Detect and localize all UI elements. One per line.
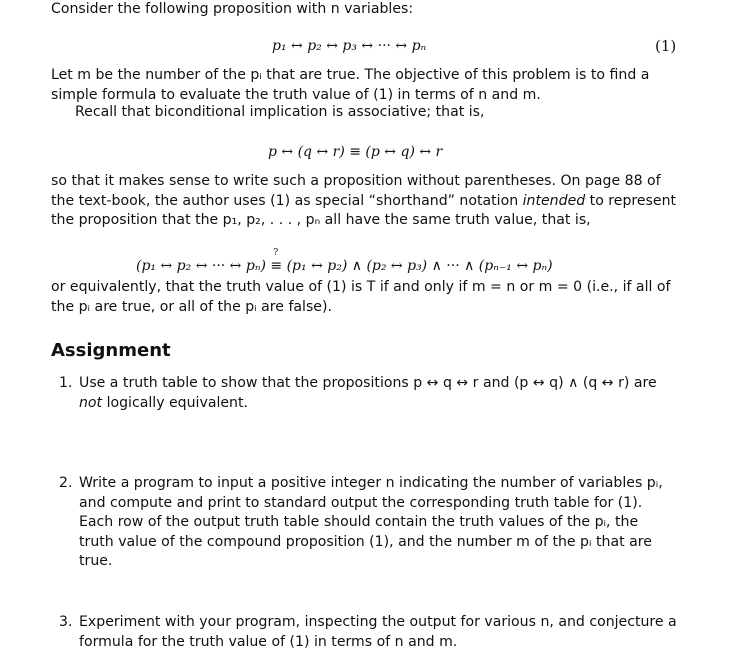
equation-3-relation: ≡: [270, 258, 283, 274]
equation-3-left: (p₁ ↔ p₂ ↔ ··· ↔ pₙ): [136, 258, 266, 274]
paragraph-1: Let m be the number of the pᵢ that are true. The objective of this problem is to find a simple formula to evaluate the truth value of (1) in terms of n and m.: [51, 67, 650, 103]
assignment-heading: Assignment: [51, 340, 171, 361]
intro-text: Consider the following proposition with n variables:: [51, 1, 414, 17]
equation-3-right: (p₁ ↔ p₂) ∧ (p₂ ↔ p₃) ∧ ··· ∧ (pₙ₋₁ ↔ pₙ): [286, 258, 553, 274]
equation-1: p₁ ↔ p₂ ↔ p₃ ↔ ··· ↔ pₙ: [272, 38, 427, 54]
paragraph-4: or equivalently, that the truth value of (1) is T if and only if m = n or m = 0 (i.e., if all of the pᵢ are true, or all of the pᵢ are false).: [51, 279, 671, 315]
emphasis-not: not: [79, 394, 103, 411]
equation-number: (1): [655, 37, 677, 55]
equation-3-question: ?: [273, 248, 279, 258]
equation-3: [136, 248, 553, 274]
equation-2: p ↔ (q ↔ r) ≡ (p ↔ q) ↔ r: [268, 144, 443, 160]
paragraph-3: so that it makes sense to write such a proposition without parentheses. On page 88 of the text-book, the author uses (1) as special “shorthand” notation intended to represent the proposition that the p₁, p₂, . . . , pₙ all have the same truth value, that is,: [51, 173, 677, 228]
emphasis-intended: intended: [522, 192, 586, 209]
paragraph-2: Recall that biconditional implication is associative; that is,: [75, 104, 485, 120]
